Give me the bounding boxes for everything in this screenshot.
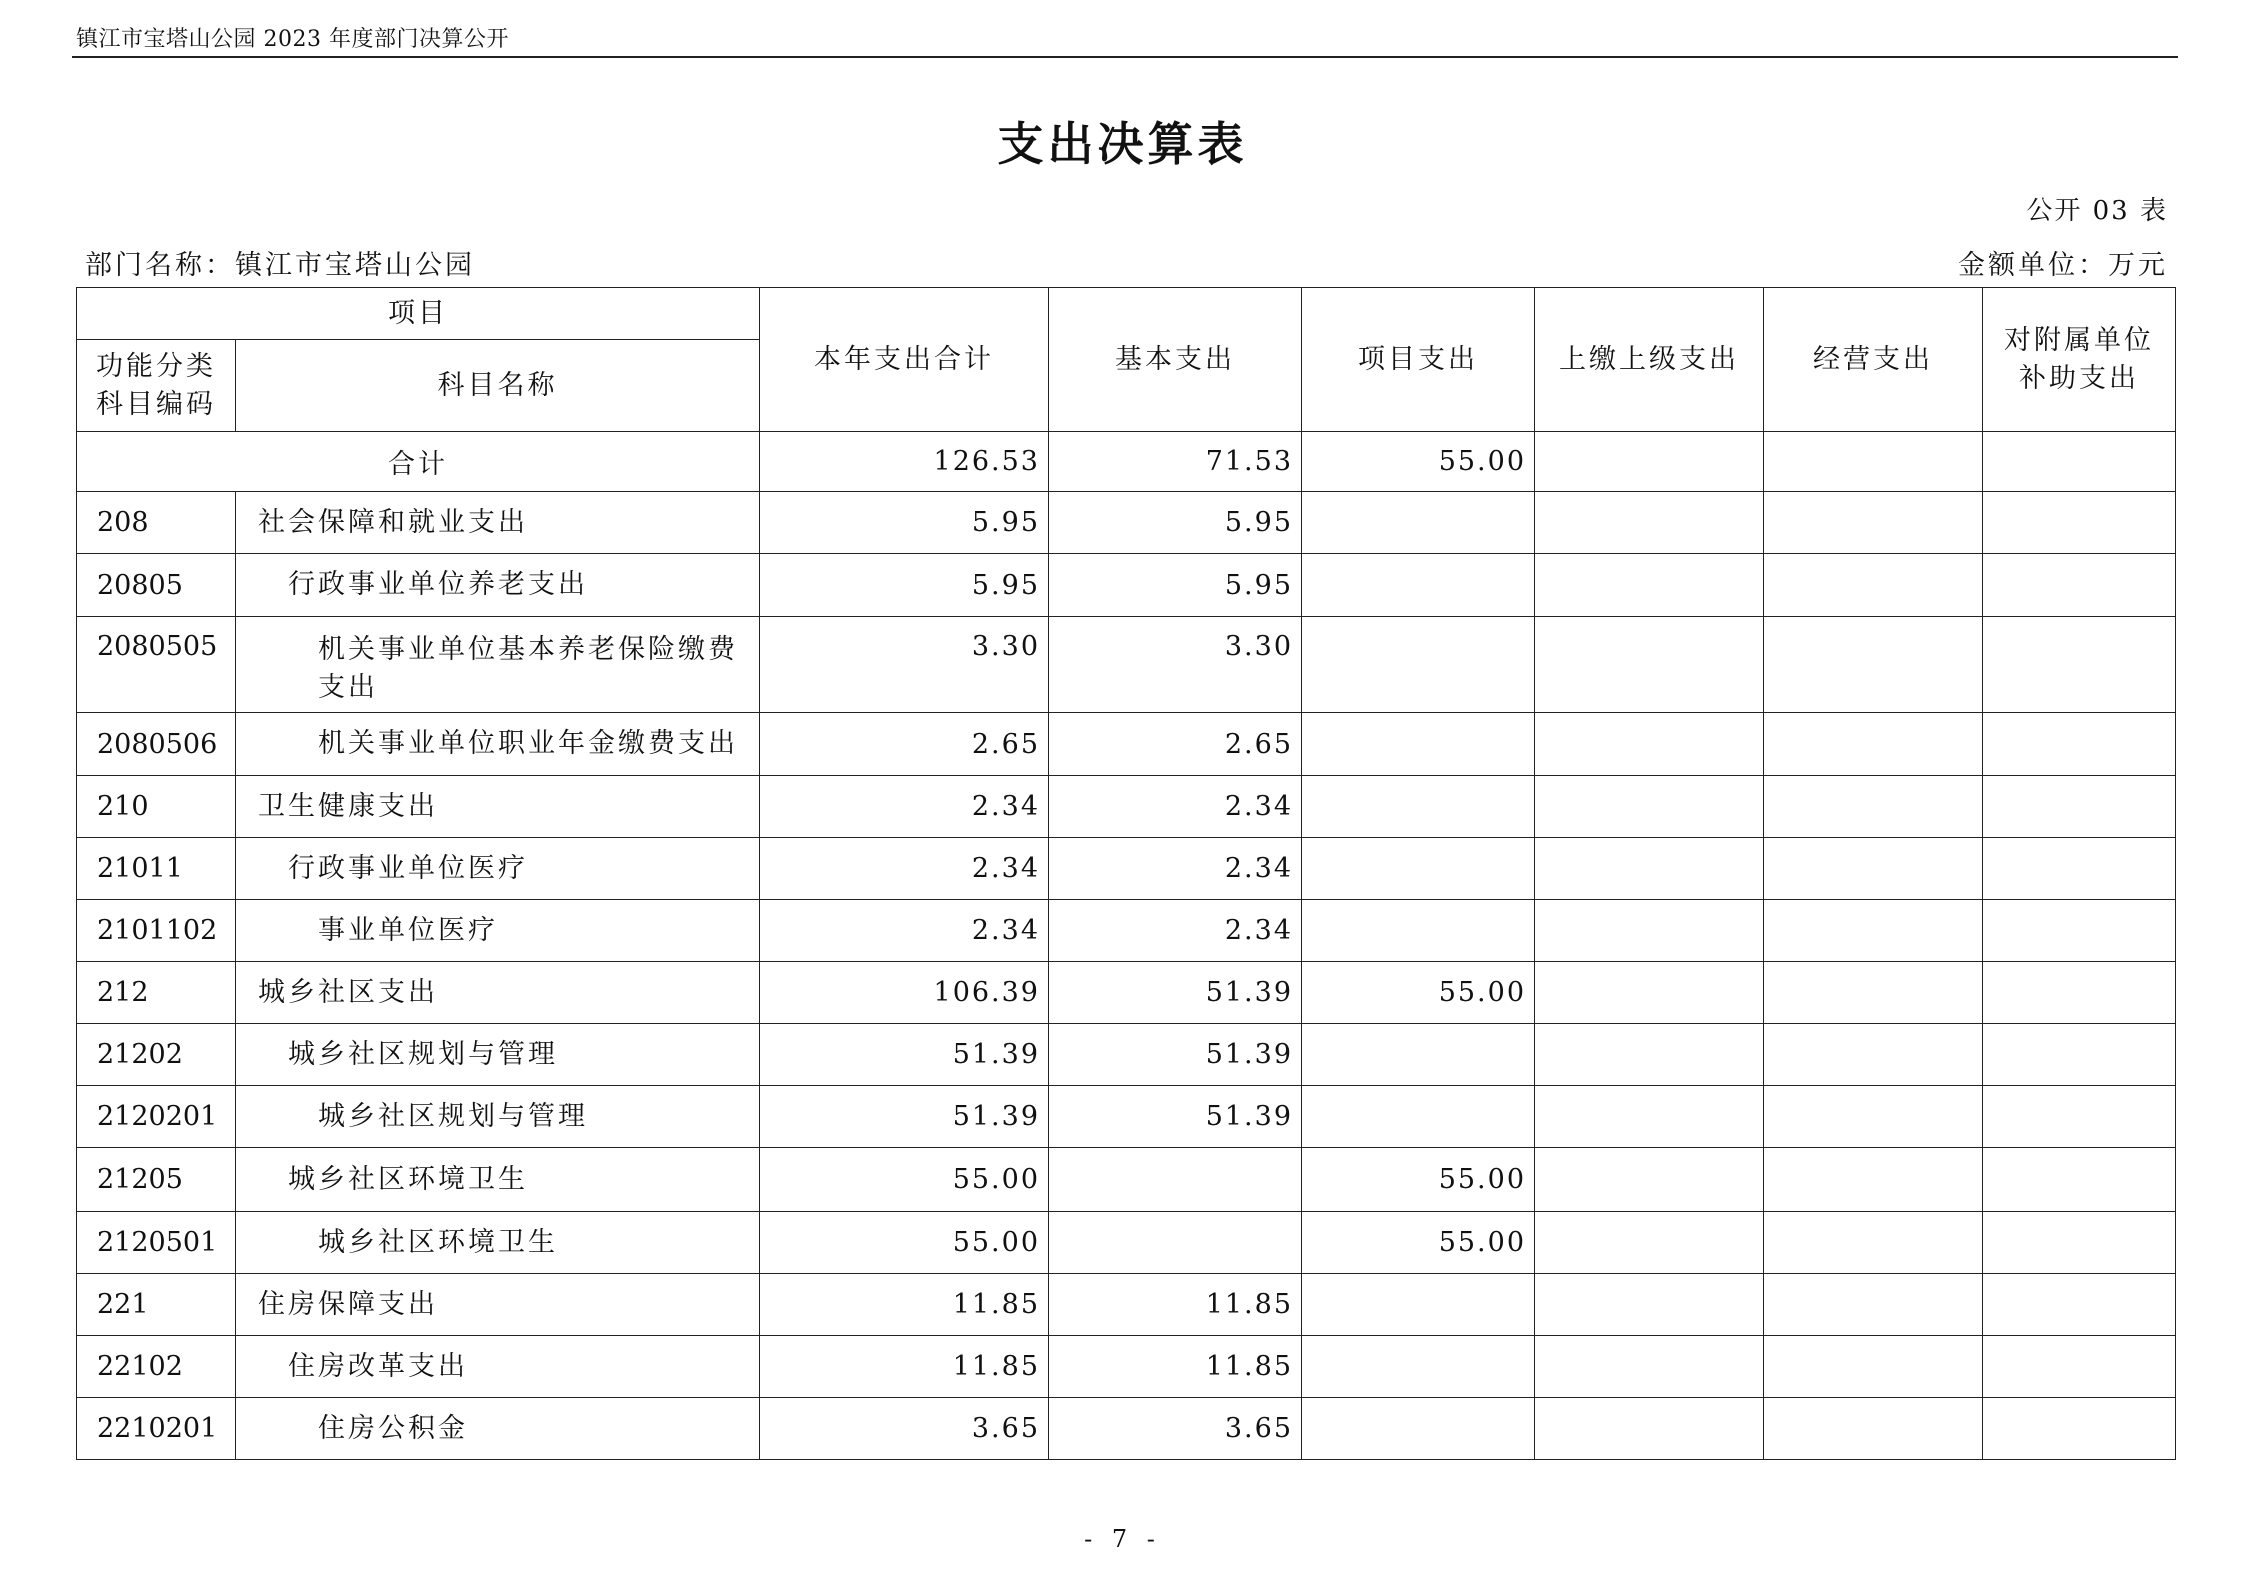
row-subsidy-cell [1983,1398,2176,1460]
row-business-cell [1764,713,1983,776]
row-basic-cell: 51.39 [1049,1024,1302,1086]
table-row [77,1336,2176,1398]
header-subsidy [1983,288,2176,432]
row-project-cell [1302,1086,1535,1148]
row-code-cell: 22102 [77,1336,236,1398]
header-code-line1: 功能分类 [96,350,216,382]
expenditure-table [76,287,2176,1460]
row-code-cell: 2101102 [77,900,236,962]
header-upper: 上缴上级支出 [1535,288,1764,432]
row-basic-cell: 11.85 [1049,1336,1302,1398]
row-total-cell: 5.95 [760,554,1049,617]
row-code-cell: 2080506 [77,713,236,776]
row-subsidy-cell [1983,900,2176,962]
row-upper-cell [1535,617,1764,713]
row-total-cell: 55.00 [760,1148,1049,1212]
row-business-cell [1764,1086,1983,1148]
row-project-cell [1302,617,1535,713]
row-business-cell [1764,962,1983,1024]
row-name-cell: 机关事业单位职业年金缴费支出 [236,713,760,776]
row-subsidy-cell [1983,838,2176,900]
header-subsidy-line1: 对附属单位 [2004,324,2154,356]
row-basic-cell: 5.95 [1049,492,1302,554]
row-project-cell [1302,1398,1535,1460]
header-basic: 基本支出 [1049,288,1302,432]
row-business-cell [1764,492,1983,554]
row-basic-cell: 2.65 [1049,713,1302,776]
page-title: 支出决算表 [997,117,1248,171]
row-total-cell: 11.85 [760,1274,1049,1336]
row-basic-cell: 5.95 [1049,554,1302,617]
row-code-cell: 2080505 [77,617,236,713]
header-subsidy-line2: 补助支出 [2019,362,2139,394]
row-total-cell: 106.39 [760,962,1049,1024]
table-body [77,432,2176,1460]
total-cell-project: 55.00 [1302,432,1535,492]
row-upper-cell [1535,838,1764,900]
row-basic-cell: 11.85 [1049,1274,1302,1336]
total-cell-business [1764,432,1983,492]
table-row [77,1086,2176,1148]
row-business-cell [1764,1274,1983,1336]
row-total-cell: 2.34 [760,776,1049,838]
row-upper-cell [1535,1086,1764,1148]
row-project-cell [1302,900,1535,962]
row-code-cell: 221 [77,1274,236,1336]
header-code-line2: 科目编码 [96,388,216,420]
table-row [77,838,2176,900]
row-code-cell: 21205 [77,1148,236,1212]
row-upper-cell [1535,1274,1764,1336]
row-business-cell [1764,554,1983,617]
header-business: 经营支出 [1764,288,1983,432]
table-row [77,554,2176,617]
row-business-cell [1764,1212,1983,1274]
row-subsidy-cell [1983,1212,2176,1274]
table-row [77,1274,2176,1336]
row-project-cell [1302,1336,1535,1398]
row-total-cell: 3.30 [760,617,1049,713]
row-project-cell [1302,1274,1535,1336]
row-basic-cell [1049,1148,1302,1212]
row-project-cell [1302,554,1535,617]
header-divider [72,56,2178,58]
row-name-cell: 行政事业单位养老支出 [236,554,760,617]
row-name-cell: 住房公积金 [236,1398,760,1460]
table-row [77,776,2176,838]
row-total-cell: 2.34 [760,900,1049,962]
row-project-cell: 55.00 [1302,962,1535,1024]
form-code-label: 公开 03 表 [2026,196,2168,226]
row-total-cell: 2.65 [760,713,1049,776]
table-row [77,900,2176,962]
row-name-cell: 城乡社区环境卫生 [236,1148,760,1212]
table-row [77,1148,2176,1212]
page-number: - 7 - [1084,1525,1161,1553]
row-project-cell [1302,838,1535,900]
row-basic-cell: 3.65 [1049,1398,1302,1460]
row-total-cell: 3.65 [760,1398,1049,1460]
row-project-cell [1302,1024,1535,1086]
row-code-cell: 2120201 [77,1086,236,1148]
row-business-cell [1764,776,1983,838]
header-name: 科目名称 [236,340,760,432]
row-code-cell: 2120501 [77,1212,236,1274]
total-label: 合计 [77,432,760,492]
row-upper-cell [1535,962,1764,1024]
row-subsidy-cell [1983,776,2176,838]
row-upper-cell [1535,492,1764,554]
row-business-cell [1764,838,1983,900]
row-project-cell [1302,713,1535,776]
row-upper-cell [1535,1024,1764,1086]
table-row [77,962,2176,1024]
row-total-cell: 11.85 [760,1336,1049,1398]
total-cell-upper [1535,432,1764,492]
row-business-cell [1764,1024,1983,1086]
table-row [77,617,2176,713]
header-total: 本年支出合计 [760,288,1049,432]
row-subsidy-cell [1983,962,2176,1024]
row-subsidy-cell [1983,1274,2176,1336]
row-total-cell: 55.00 [760,1212,1049,1274]
row-upper-cell [1535,713,1764,776]
row-basic-cell: 2.34 [1049,838,1302,900]
row-project-cell [1302,492,1535,554]
row-upper-cell [1535,900,1764,962]
row-name-cell: 城乡社区环境卫生 [236,1212,760,1274]
row-basic-cell: 51.39 [1049,1086,1302,1148]
row-project-cell: 55.00 [1302,1212,1535,1274]
row-basic-cell: 51.39 [1049,962,1302,1024]
row-upper-cell [1535,776,1764,838]
row-subsidy-cell [1983,617,2176,713]
row-total-cell: 2.34 [760,838,1049,900]
row-name-cell: 事业单位医疗 [236,900,760,962]
table-row [77,492,2176,554]
total-cell-subsidy [1983,432,2176,492]
row-code-cell: 21011 [77,838,236,900]
row-basic-cell: 2.34 [1049,900,1302,962]
row-basic-cell: 3.30 [1049,617,1302,713]
row-business-cell [1764,1148,1983,1212]
header-item: 项目 [77,288,760,340]
row-name-cell: 城乡社区规划与管理 [236,1024,760,1086]
row-code-cell: 20805 [77,554,236,617]
table-row [77,1212,2176,1274]
row-basic-cell [1049,1212,1302,1274]
row-total-cell: 51.39 [760,1086,1049,1148]
row-name-cell: 机关事业单位基本养老保险缴费支出 [236,617,760,713]
row-upper-cell [1535,554,1764,617]
table-row [77,1398,2176,1460]
row-project-cell [1302,776,1535,838]
row-total-cell: 51.39 [760,1024,1049,1086]
header-code [77,340,236,432]
row-name-cell: 住房保障支出 [236,1274,760,1336]
department-name-label: 部门名称：镇江市宝塔山公园 [85,250,475,281]
row-business-cell [1764,617,1983,713]
total-cell-total: 126.53 [760,432,1049,492]
row-subsidy-cell [1983,1086,2176,1148]
total-cell-basic: 71.53 [1049,432,1302,492]
row-code-cell: 210 [77,776,236,838]
row-upper-cell [1535,1336,1764,1398]
row-total-cell: 5.95 [760,492,1049,554]
row-code-cell: 208 [77,492,236,554]
row-subsidy-cell [1983,1148,2176,1212]
row-subsidy-cell [1983,492,2176,554]
row-subsidy-cell [1983,554,2176,617]
row-basic-cell: 2.34 [1049,776,1302,838]
row-name-cell: 城乡社区支出 [236,962,760,1024]
row-name-cell: 社会保障和就业支出 [236,492,760,554]
row-business-cell [1764,1336,1983,1398]
row-name-cell: 卫生健康支出 [236,776,760,838]
row-code-cell: 212 [77,962,236,1024]
row-name-cell: 城乡社区规划与管理 [236,1086,760,1148]
running-header-title: 镇江市宝塔山公园 2023 年度部门决算公开 [76,27,509,52]
row-business-cell [1764,1398,1983,1460]
table-row [77,1024,2176,1086]
table-row [77,713,2176,776]
row-business-cell [1764,900,1983,962]
header-project: 项目支出 [1302,288,1535,432]
row-project-cell: 55.00 [1302,1148,1535,1212]
row-code-cell: 2210201 [77,1398,236,1460]
row-subsidy-cell [1983,1336,2176,1398]
row-subsidy-cell [1983,1024,2176,1086]
row-upper-cell [1535,1148,1764,1212]
row-subsidy-cell [1983,713,2176,776]
row-name-cell: 行政事业单位医疗 [236,838,760,900]
row-code-cell: 21202 [77,1024,236,1086]
row-upper-cell [1535,1212,1764,1274]
row-name-cell: 住房改革支出 [236,1336,760,1398]
row-upper-cell [1535,1398,1764,1460]
total-row [77,432,2176,492]
currency-unit-label: 金额单位：万元 [1958,250,2168,281]
